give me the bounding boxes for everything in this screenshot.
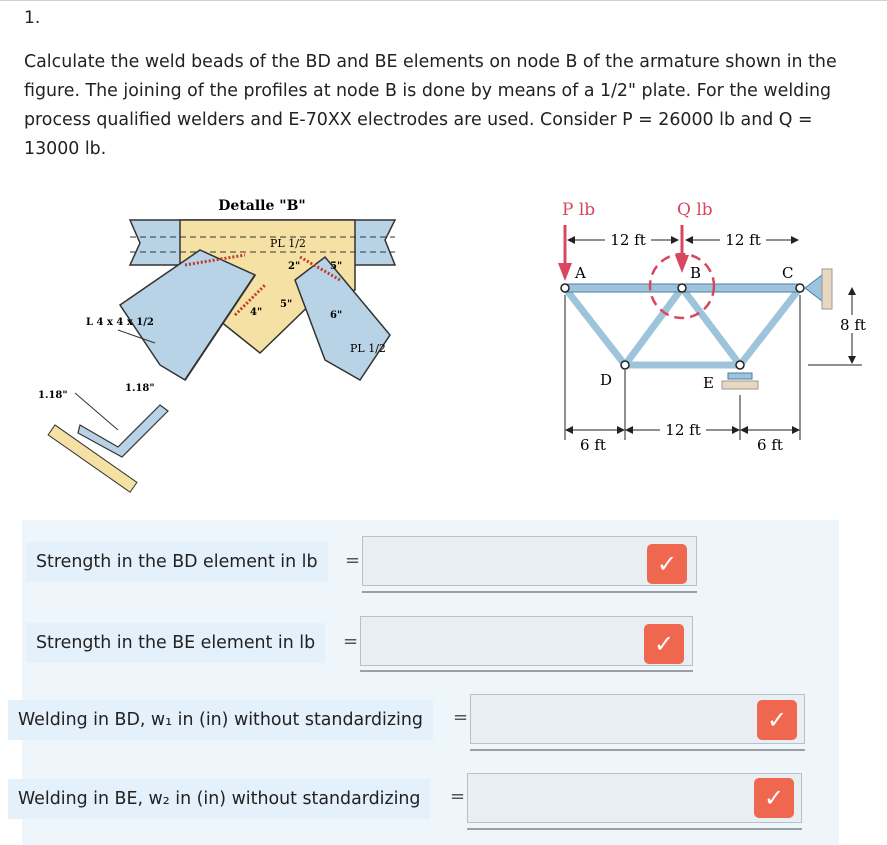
node-a	[561, 284, 569, 292]
node-c	[796, 284, 804, 292]
wall	[822, 269, 832, 309]
be-weld-input[interactable]	[467, 773, 802, 823]
dim-118-left: 1.18"	[38, 390, 68, 401]
load-p-label: P lb	[562, 200, 596, 220]
equals-sign: =	[453, 707, 469, 728]
node-d	[621, 361, 629, 369]
detail-b-figure	[38, 198, 395, 492]
node-b-label: B	[690, 264, 702, 282]
dim-4in: 4"	[250, 307, 263, 318]
dim-118-right: 1.18"	[125, 383, 155, 394]
dim-5in-mid: 5"	[280, 299, 293, 310]
plate-label-right: PL 1/2	[350, 342, 386, 355]
question-text: Calculate the weld beads of the BD and BE elements on node B of the armature shown in the figure. The joining of the profiles at node B is done by means of a 1/2" plate. For the welding process qualified welders and E-70XX electrodes are used. Consider P = 26000 lb and Q = 13000 lb.	[24, 52, 837, 159]
node-c-label: C	[782, 264, 794, 282]
check-icon[interactable]: ✓	[647, 544, 687, 584]
dim-height: 8 ft	[840, 316, 866, 334]
dim-bottom-left: 6 ft	[580, 436, 606, 454]
answer-label-be-weld: Welding in BE, w₂ in (in) without standardizing	[8, 779, 430, 819]
figures-area	[0, 185, 887, 505]
dim-top-left: 12 ft	[610, 231, 646, 249]
dim-top-right: 12 ft	[725, 231, 761, 249]
load-q-label: Q lb	[677, 200, 713, 220]
bd-weld-input[interactable]	[470, 694, 805, 744]
angle-label: L 4 x 4 x 1/2	[86, 317, 154, 328]
detail-title: Detalle "B"	[218, 198, 306, 214]
answer-label-bd-weld: Welding in BD, w₁ in (in) without standardizing	[8, 700, 433, 740]
node-b	[678, 284, 686, 292]
answer-label-bd-strength: Strength in the BD element in lb	[26, 542, 328, 582]
equals-sign: =	[345, 550, 361, 571]
dim-6in: 6"	[330, 310, 343, 321]
input-underline	[360, 670, 693, 672]
node-e	[736, 361, 744, 369]
input-underline	[362, 591, 697, 593]
answer-label-be-strength: Strength in the BE element in lb	[26, 623, 325, 663]
dim-2in: 2"	[288, 261, 301, 272]
plate-label-top: PL 1/2	[270, 237, 306, 250]
input-underline	[470, 749, 805, 751]
node-d-label: D	[600, 371, 613, 389]
equals-sign: =	[450, 786, 466, 807]
input-underline	[467, 828, 802, 830]
question-number: 1.	[24, 8, 41, 28]
roller-support-e	[728, 373, 752, 379]
angle-section	[78, 405, 168, 457]
truss-members	[565, 288, 800, 365]
check-icon[interactable]: ✓	[644, 624, 684, 664]
node-e-label: E	[703, 374, 714, 392]
pin-support-c	[805, 275, 822, 301]
dim-5in-top: 5"	[330, 261, 343, 272]
dim-bottom-mid: 12 ft	[665, 421, 701, 439]
truss-figure	[558, 200, 868, 454]
equals-sign: =	[343, 631, 359, 652]
dim-bottom-right: 6 ft	[757, 436, 783, 454]
top-divider	[0, 0, 887, 1]
check-icon[interactable]: ✓	[754, 778, 794, 818]
check-icon[interactable]: ✓	[757, 700, 797, 740]
node-a-label: A	[575, 264, 586, 282]
